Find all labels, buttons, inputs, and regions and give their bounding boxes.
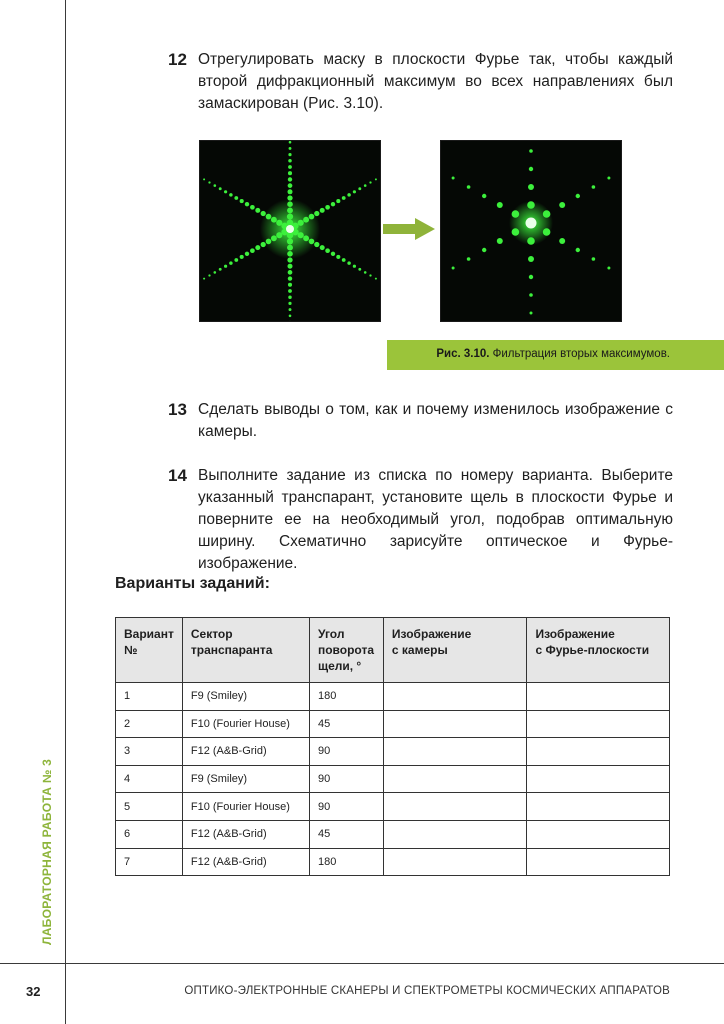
diffraction-dot xyxy=(219,268,222,271)
table-cell: 6 xyxy=(116,820,183,848)
diffraction-photo-before xyxy=(199,140,381,322)
diffraction-dot xyxy=(559,238,565,244)
table-row xyxy=(116,793,670,821)
diffraction-dot xyxy=(527,237,535,245)
diffraction-dot xyxy=(240,199,244,203)
diffraction-dot xyxy=(364,184,367,187)
diffraction-dot xyxy=(288,302,291,305)
diffraction-photo-after xyxy=(440,140,622,322)
diffraction-dot xyxy=(214,271,217,274)
diffraction-dot xyxy=(289,308,292,311)
diffraction-dot xyxy=(288,264,293,269)
table-cell: 45 xyxy=(309,710,383,738)
diffraction-dot xyxy=(375,178,377,180)
diffraction-dot xyxy=(512,228,520,236)
margin-rule xyxy=(65,0,66,1024)
caption-text: Фильтрация вторых максимумов. xyxy=(492,348,670,360)
step-text: Отрегулировать маску в плоскости Фурье так, чтобы каждый второй дифракционный максимум во всех направлениях был замаскирован (Рис. 3.10). xyxy=(198,51,673,112)
table-cell: F10 (Fourier House) xyxy=(182,710,309,738)
diffraction-dot xyxy=(314,211,319,216)
diffraction-dot xyxy=(203,278,205,280)
table-cell xyxy=(383,738,527,766)
table-row xyxy=(116,820,670,848)
header-line: с камеры xyxy=(391,643,448,657)
header-line: Угол xyxy=(317,627,345,641)
diffraction-dot xyxy=(320,245,325,250)
figure-caption xyxy=(436,348,670,360)
diffraction-dot xyxy=(347,261,351,265)
diffraction-dot xyxy=(527,201,535,209)
diffraction-dot xyxy=(543,210,551,218)
table-cell xyxy=(527,820,670,848)
diffraction-dot xyxy=(347,193,351,197)
diffraction-dot xyxy=(203,178,205,180)
diffraction-dot xyxy=(261,211,266,216)
diffraction-dot xyxy=(342,196,346,200)
diffraction-dot xyxy=(288,189,293,194)
table-cell xyxy=(527,793,670,821)
header-line: щели, ° xyxy=(317,659,362,673)
diffraction-dot xyxy=(288,289,292,293)
diffraction-dot xyxy=(266,239,272,245)
table-header-cell xyxy=(527,618,670,683)
footer-title: ОПТИКО-ЭЛЕКТРОННЫЕ СКАНЕРЫ И СПЕКТРОМЕТРЫ КОСМИЧЕСКИХ АППАРАТОВ xyxy=(184,985,670,997)
table-header-cell xyxy=(309,618,383,683)
diffraction-dot xyxy=(245,202,249,206)
diffraction-dot xyxy=(529,149,533,153)
diffraction-dot xyxy=(497,238,503,244)
diffraction-dot xyxy=(240,255,244,259)
table-cell: F12 (A&B-Grid) xyxy=(182,848,309,876)
header-line: Вариант xyxy=(124,627,174,641)
table-row xyxy=(116,738,670,766)
table-cell xyxy=(527,848,670,876)
diffraction-dot xyxy=(375,278,377,280)
table-cell: F9 (Smiley) xyxy=(182,683,309,711)
step-text: Выполните задание из списка по номеру варианта. Выберите указанный транспарант, установите щель в плоскости Фурье и поверните ее на необходимый угол, подобрав оптимальную ширину. Схематично зарисуйте оптическое и Фурье-изображение. xyxy=(198,467,673,572)
table-cell xyxy=(527,738,670,766)
table-cell xyxy=(527,765,670,793)
diffraction-dot xyxy=(452,267,455,270)
diffraction-dot xyxy=(287,251,293,257)
header-line: транспаранта xyxy=(190,643,273,657)
diffraction-dot xyxy=(288,283,292,287)
table-header-cell xyxy=(182,618,309,683)
diffraction-dot xyxy=(288,165,292,169)
diffraction-dot xyxy=(482,248,486,252)
diffraction-dot xyxy=(224,190,227,193)
diffraction-dot xyxy=(255,208,260,213)
diffraction-dot xyxy=(234,258,238,262)
diffraction-dot xyxy=(320,208,325,213)
diffraction-dot xyxy=(543,228,551,236)
diffraction-dot xyxy=(467,185,471,189)
diffraction-dot xyxy=(482,194,486,198)
diffraction-dot xyxy=(309,214,315,220)
header-line: поворота xyxy=(317,643,374,657)
diffraction-dot xyxy=(208,274,210,276)
diffraction-dot xyxy=(276,220,282,226)
section-title: Варианты заданий: xyxy=(115,575,270,592)
table-header-cell xyxy=(116,618,183,683)
table-cell xyxy=(527,710,670,738)
diffraction-dot xyxy=(224,265,227,268)
diffraction-dot xyxy=(331,202,335,206)
diffraction-dot xyxy=(288,159,292,163)
diffraction-dot xyxy=(576,248,580,252)
arrow-right-icon xyxy=(383,218,435,240)
diffraction-dot xyxy=(325,205,330,210)
diffraction-dot xyxy=(288,171,292,175)
diffraction-dot xyxy=(288,276,292,280)
table-cell: 7 xyxy=(116,848,183,876)
central-maximum xyxy=(526,218,537,229)
diffraction-dot xyxy=(331,252,335,256)
diffraction-dot xyxy=(512,210,520,218)
table-header-row xyxy=(116,618,670,683)
diffraction-dot xyxy=(287,214,293,220)
table-cell: 180 xyxy=(309,848,383,876)
diffraction-dot xyxy=(255,245,260,250)
central-maximum xyxy=(286,225,294,233)
table-row xyxy=(116,765,670,793)
diffraction-dot xyxy=(529,167,533,171)
table-cell xyxy=(383,793,527,821)
table-cell xyxy=(383,820,527,848)
table-cell: 2 xyxy=(116,710,183,738)
diffraction-dot xyxy=(289,141,292,144)
page-number: 32 xyxy=(26,984,41,999)
header-line: с Фурье-плоскости xyxy=(535,643,650,657)
table-cell: 90 xyxy=(309,738,383,766)
diffraction-dot xyxy=(298,232,304,238)
diffraction-dot xyxy=(358,268,361,271)
header-line: Сектор xyxy=(190,627,233,641)
step-13 xyxy=(168,399,673,443)
diffraction-dot xyxy=(229,261,233,265)
step-number: 12 xyxy=(168,50,187,69)
table-row xyxy=(116,710,670,738)
diffraction-dot xyxy=(288,153,291,156)
diffraction-dot xyxy=(219,187,222,190)
diffraction-dot xyxy=(592,185,596,189)
step-number: 14 xyxy=(168,466,187,485)
table-cell: 90 xyxy=(309,765,383,793)
table-cell: F12 (A&B-Grid) xyxy=(182,820,309,848)
diffraction-dot xyxy=(229,193,233,197)
table-cell: F12 (A&B-Grid) xyxy=(182,738,309,766)
diffraction-dot xyxy=(214,184,217,187)
diffraction-dot xyxy=(325,248,330,253)
diffraction-dot xyxy=(287,201,293,207)
diffraction-dot xyxy=(289,147,292,150)
diffraction-dot xyxy=(353,190,356,193)
table-cell: 45 xyxy=(309,820,383,848)
diffraction-dot xyxy=(303,217,309,223)
diffraction-dot xyxy=(250,248,255,253)
table-header-cell xyxy=(383,618,527,683)
table-cell: F9 (Smiley) xyxy=(182,765,309,793)
diffraction-dot xyxy=(245,252,249,256)
diffraction-dot xyxy=(528,256,534,262)
header-line: Изображение xyxy=(535,627,615,641)
diffraction-dot xyxy=(369,181,371,183)
diffraction-dot xyxy=(208,181,210,183)
footer-rule xyxy=(0,963,724,964)
table-cell xyxy=(383,848,527,876)
table-row xyxy=(116,683,670,711)
diffraction-dot xyxy=(288,177,292,181)
diffraction-dot xyxy=(271,217,277,223)
diffraction-dot xyxy=(276,232,282,238)
table-cell: 5 xyxy=(116,793,183,821)
side-label: ЛАБОРАТОРНАЯ РАБОТА № 3 xyxy=(40,758,54,945)
diffraction-dot xyxy=(497,202,503,208)
step-14 xyxy=(168,465,673,575)
table-row xyxy=(116,848,670,876)
table-cell: 180 xyxy=(309,683,383,711)
step-text: Сделать выводы о том, как и почему изменилось изображение с камеры. xyxy=(198,401,673,440)
diffraction-dot xyxy=(271,235,277,241)
diffraction-dot xyxy=(287,207,293,213)
table-cell xyxy=(383,765,527,793)
figure-caption-bar xyxy=(387,340,724,370)
diffraction-dot xyxy=(607,267,610,270)
table-cell xyxy=(527,683,670,711)
header-line: Изображение xyxy=(391,627,472,641)
diffraction-dot xyxy=(288,295,292,299)
step-number: 13 xyxy=(168,400,187,419)
diffraction-dot xyxy=(289,315,292,318)
header-line: № xyxy=(124,643,138,657)
diffraction-dot xyxy=(528,184,534,190)
diffraction-dot xyxy=(607,177,610,180)
diffraction-dot xyxy=(342,258,346,262)
variants-table xyxy=(115,617,670,876)
diffraction-dot xyxy=(234,196,238,200)
table-cell: 3 xyxy=(116,738,183,766)
diffraction-dot xyxy=(529,275,533,279)
diffraction-dot xyxy=(309,239,315,245)
diffraction-dot xyxy=(314,242,319,247)
diffraction-dot xyxy=(369,274,371,276)
diffraction-dot xyxy=(576,194,580,198)
diffraction-dot xyxy=(336,199,340,203)
diffraction-dot xyxy=(287,195,292,200)
diffraction-dot xyxy=(266,214,272,220)
diffraction-dot xyxy=(287,257,292,262)
diffraction-dot xyxy=(358,187,361,190)
diffraction-dot xyxy=(452,177,455,180)
step-12 xyxy=(168,49,673,115)
table-cell: 1 xyxy=(116,683,183,711)
diffraction-dot xyxy=(530,312,533,315)
diffraction-dot xyxy=(287,245,293,251)
table-cell xyxy=(383,710,527,738)
diffraction-dot xyxy=(529,293,533,297)
table-cell xyxy=(383,683,527,711)
diffraction-dot xyxy=(364,271,367,274)
table-cell: F10 (Fourier House) xyxy=(182,793,309,821)
diffraction-dot xyxy=(261,242,266,247)
diffraction-dot xyxy=(559,202,565,208)
diffraction-dot xyxy=(303,235,309,241)
table-cell: 4 xyxy=(116,765,183,793)
diffraction-dot xyxy=(288,270,293,275)
table-cell: 90 xyxy=(309,793,383,821)
caption-label: Рис. 3.10. xyxy=(436,348,490,360)
diffraction-dot xyxy=(250,205,255,210)
diffraction-dot xyxy=(287,238,293,244)
diffraction-dot xyxy=(467,257,471,261)
diffraction-dot xyxy=(298,220,304,226)
diffraction-dot xyxy=(353,265,356,268)
diffraction-dot xyxy=(336,255,340,259)
diffraction-dot xyxy=(592,257,596,261)
diffraction-dot xyxy=(288,183,293,188)
